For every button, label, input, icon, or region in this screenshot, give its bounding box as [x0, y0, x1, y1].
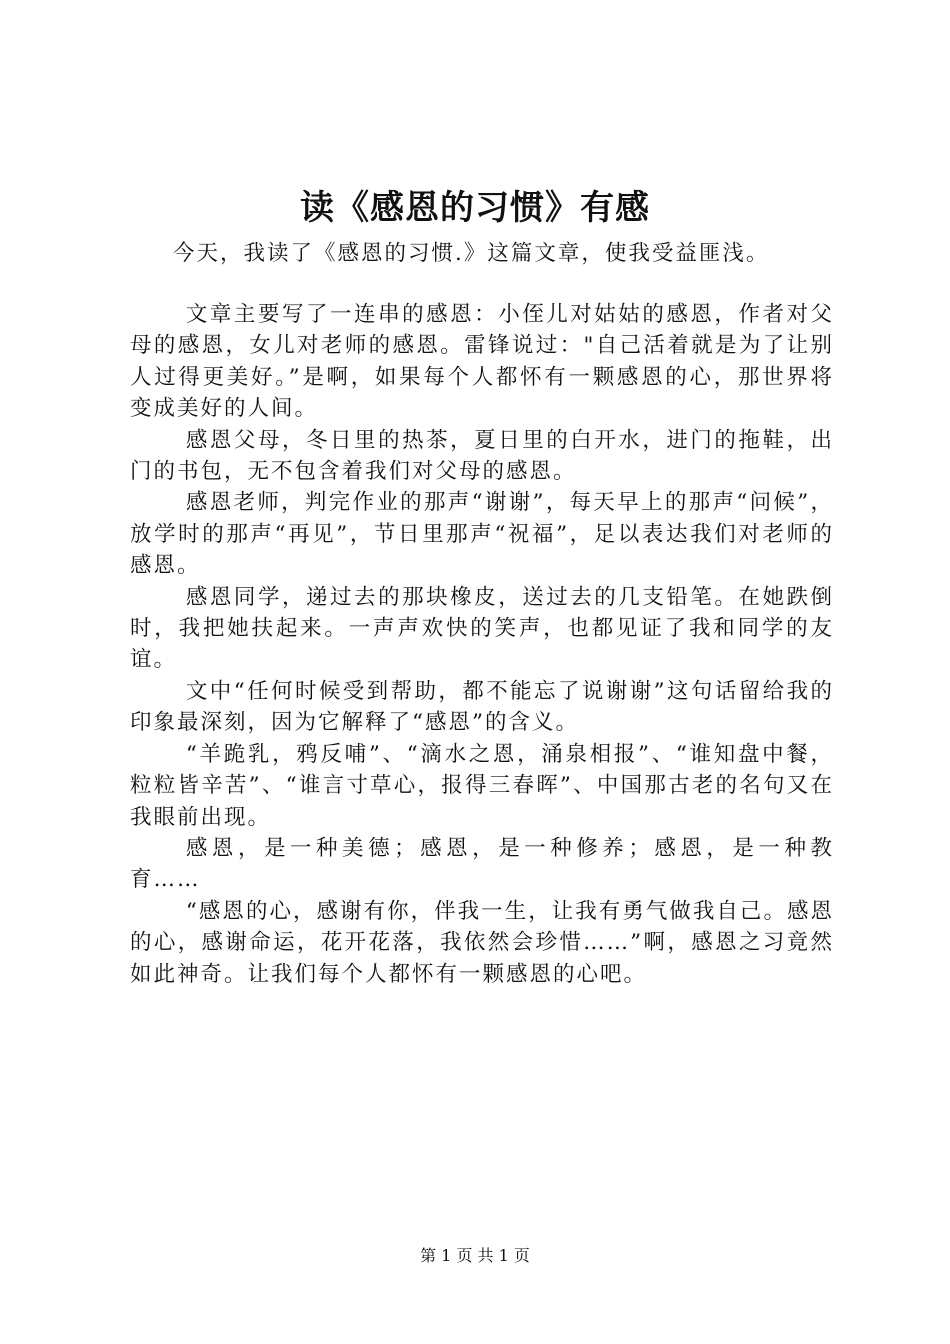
document-title: 读《感恩的习惯》有感	[300, 188, 650, 228]
intro-paragraph: 今天，我读了《感恩的习惯.》这篇文章，使我受益匪浅。	[173, 241, 770, 266]
paragraph: 感恩同学，递过去的那块橡皮，送过去的几支铅笔。在她跌倒时，我把她扶起来。一声声欢快的笑声，也都见证了我和同学的友谊。	[130, 584, 834, 673]
paragraph: 文章主要写了一连串的感恩：小侄儿对姑姑的感恩，作者对父母的感恩，女儿对老师的感恩。雷锋说过："自己活着就是为了让别人过得更美好。”是啊，如果每个人都怀有一颗感恩的心，那世界将变成美好的人间。	[130, 302, 834, 422]
page-number-footer: 第 1 页 共 1 页	[420, 1246, 530, 1265]
paragraph: 感恩老师，判完作业的那声“谢谢”，每天早上的那声“问候”，放学时的那声“再见”，节日里那声“祝福”，足以表达我们对老师的感恩。	[130, 490, 834, 579]
paragraph: 文中“任何时候受到帮助，都不能忘了说谢谢”这句话留给我的印象最深刻，因为它解释了“感恩”的含义。	[130, 678, 834, 736]
document-body	[130, 299, 834, 990]
paragraph: “羊跪乳，鸦反哺”、“滴水之恩，涌泉相报”、“谁知盘中餐，粒粒皆辛苦”、“谁言寸草心，报得三春晖”、中国那古老的名句又在我眼前出现。	[130, 741, 834, 830]
paragraph: “感恩的心，感谢有你，伴我一生，让我有勇气做我自己。感恩的心，感谢命运，花开花落，我依然会珍惜……”啊，感恩之习竟然如此神奇。让我们每个人都怀有一颗感恩的心吧。	[130, 898, 834, 987]
paragraph: 感恩，是一种美德；感恩，是一种修养；感恩，是一种教育……	[130, 835, 834, 893]
paragraph: 感恩父母，冬日里的热茶，夏日里的白开水，进门的拖鞋，出门的书包，无不包含着我们对父母的感恩。	[130, 427, 834, 485]
